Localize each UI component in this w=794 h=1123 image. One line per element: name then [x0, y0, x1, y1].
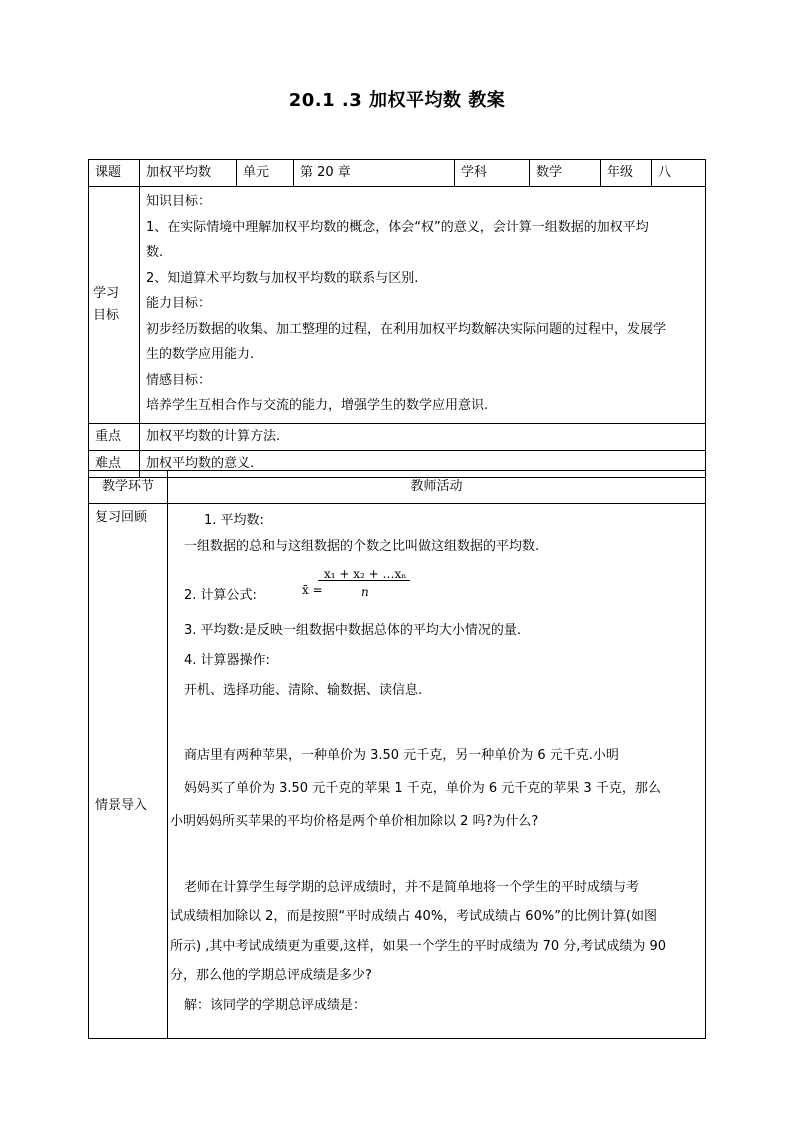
- teacher-activity-content: [168, 504, 706, 1039]
- intro-p2-line1: 老师在计算学生每学期的总评成绩时，并不是简单地将一个学生的平时成绩与考: [184, 880, 640, 895]
- stage-column: [89, 504, 168, 1039]
- review-item-4: 4. 计算器操作:: [184, 653, 270, 668]
- stage-review-label: 复习回顾: [95, 510, 148, 525]
- intro-p2-line3: 所示) ,其中考试成绩更为重要,这样，如果一个学生的平时成绩为 70 分,考试成绩为 90: [170, 939, 667, 954]
- objective-line: 情感目标：: [146, 372, 212, 388]
- cell-subject-value: 加权平均数: [140, 160, 237, 187]
- activity-header-row: [89, 471, 706, 504]
- objective-line: 知识目标：: [146, 194, 212, 209]
- intro-p1-line3: 小明妈妈所买苹果的平均价格是两个单价相加除以 2 吗?为什么?: [170, 814, 539, 829]
- objective-line: 数.: [146, 245, 164, 260]
- spacer: [184, 706, 699, 739]
- objectives-label: 学习目标: [89, 187, 140, 424]
- key-point-label: 重点: [89, 423, 140, 450]
- cell-unit-label: 单元: [237, 160, 294, 187]
- cell-discipline-value: 数学: [530, 160, 601, 187]
- objective-line: 1、在实际情境中理解加权平均数的概念，体会“权”的意义，会计算一组数据的加权平均: [146, 219, 649, 235]
- review-item-1: 1. 平均数:: [204, 513, 264, 528]
- review-item-3: 3. 平均数:是反映一组数据中数据总体的平均大小情况的量.: [184, 623, 522, 638]
- cell-grade-label: 年级: [601, 160, 652, 187]
- cell-grade-value: 八: [652, 160, 706, 187]
- cell-unit-value: 第 20 章: [294, 160, 455, 187]
- mean-formula: [184, 562, 699, 616]
- review-item-2: 2. 计算公式:: [184, 588, 257, 603]
- objective-line: 能力目标：: [146, 296, 212, 311]
- objective-line: 生的数学应用能力.: [146, 347, 255, 362]
- cell-discipline-label: 学科: [455, 160, 530, 187]
- spacer: [184, 838, 699, 871]
- stage-header: 教学环节: [89, 471, 168, 504]
- intro-solution: 解：该同学的学期总评成绩是：: [184, 998, 367, 1013]
- teacher-activity-header: 教师活动: [168, 471, 706, 504]
- objectives-content: [140, 187, 706, 424]
- difficulty-text: 加权平均数的意义.: [140, 450, 706, 477]
- activity-body-row: [89, 504, 706, 1039]
- review-item-4-text: 开机、选择功能、清除、输数据、读信息.: [184, 683, 423, 698]
- intro-p1-line1: 商店里有两种苹果，一种单价为 3.50 元千克，另一种单价为 6 元千克.小明: [184, 748, 619, 763]
- fraction-bar: [318, 580, 410, 581]
- formula-numerator: x₁ + x₂ + …xₙ: [324, 567, 407, 581]
- objectives-row: [89, 187, 706, 424]
- info-table: [88, 159, 706, 478]
- key-point-text: 加权平均数的计算方法.: [140, 423, 706, 450]
- page-title: 20.1 .3 加权平均数 教案: [288, 90, 506, 111]
- intro-p1-line2: 妈妈买了单价为 3.50 元千克的苹果 1 千克，单价为 6 元千克的苹果 3 千克，那么: [184, 781, 661, 796]
- cell-subject-label: 课题: [89, 160, 140, 187]
- stage-intro-label: 情景导入: [95, 798, 148, 813]
- formula-denominator: n: [361, 585, 369, 599]
- activity-table: [88, 470, 706, 1039]
- formula-lhs: x̄ =: [302, 583, 323, 597]
- objective-line: 培养学生互相合作与交流的能力，增强学生的数学应用意识.: [146, 398, 489, 413]
- objective-line: 2、知道算术平均数与加权平均数的联系与区别.: [146, 270, 419, 286]
- header-row: [89, 160, 706, 187]
- intro-p2-line2: 试成绩相加除以 2，而是按照“平时成绩占 40%，考试成绩占 60%”的比例计算(如图: [170, 909, 657, 924]
- objective-line: 初步经历数据的收集、加工整理的过程，在利用加权平均数解决实际问题的过程中，发展学: [146, 321, 667, 337]
- review-item-1-text: 一组数据的总和与这组数据的个数之比叫做这组数据的平均数.: [184, 539, 540, 554]
- intro-p2-line4: 分，那么他的学期总评成绩是多少?: [170, 968, 372, 983]
- difficulty-label: 难点: [89, 450, 140, 477]
- key-point-row: [89, 423, 706, 450]
